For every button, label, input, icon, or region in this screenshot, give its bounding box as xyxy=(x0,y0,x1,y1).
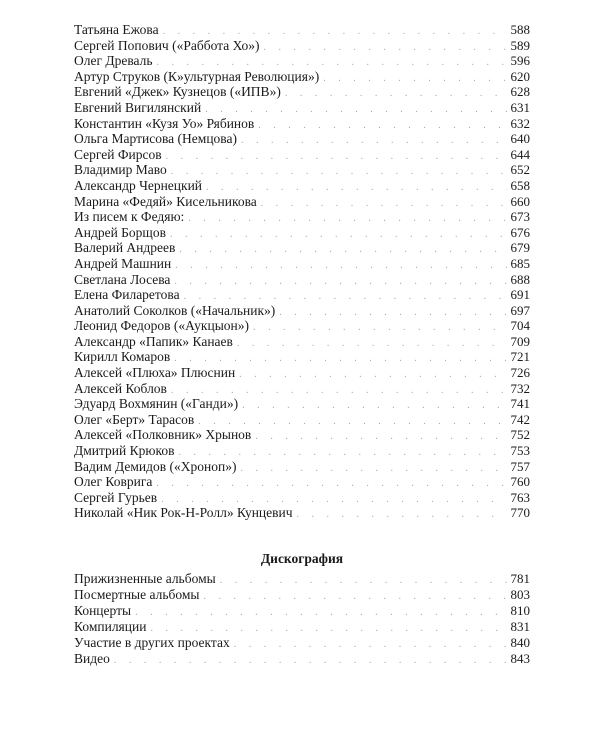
toc-entry xyxy=(74,178,530,194)
entry-title: Дмитрий Крюков xyxy=(74,443,175,459)
entry-page-number: 676 xyxy=(510,224,530,240)
entry-title: Артур Струков (К»ультурная Революция») xyxy=(74,68,320,84)
dot-leader xyxy=(179,242,506,258)
dot-leader xyxy=(188,211,506,227)
entry-title: Кирилл Комаров xyxy=(74,349,171,365)
entry-page-number: 620 xyxy=(510,68,530,84)
toc-entry xyxy=(74,459,530,475)
toc-entry xyxy=(74,69,530,85)
entry-title: Посмертные альбомы xyxy=(74,587,200,602)
toc-entry xyxy=(74,412,530,428)
toc-entry xyxy=(74,635,530,651)
dot-leader xyxy=(156,476,506,492)
entry-page-number: 660 xyxy=(510,193,530,209)
toc-entry xyxy=(74,619,530,635)
entry-title: Татьяна Ежова xyxy=(74,22,159,37)
entry-page-number: 831 xyxy=(510,619,530,634)
toc-entry xyxy=(74,131,530,147)
toc-entry xyxy=(74,100,530,116)
entry-page-number: 628 xyxy=(510,84,530,100)
dot-leader xyxy=(279,305,506,321)
dot-leader xyxy=(234,637,507,653)
dot-leader xyxy=(237,336,507,352)
toc-entry xyxy=(74,505,530,521)
toc-entry xyxy=(74,84,530,100)
toc-entry xyxy=(74,53,530,69)
entry-title: Прижизненные альбомы xyxy=(74,571,216,586)
section-heading-discography: Дискография xyxy=(260,551,344,566)
entry-page-number: 781 xyxy=(510,571,530,586)
entry-page-number: 760 xyxy=(510,474,530,490)
dot-leader xyxy=(285,86,507,102)
entry-title: Александр «Папик» Канаев xyxy=(74,333,233,349)
entry-page-number: 803 xyxy=(510,587,530,602)
entry-title: Николай «Ник Рок-Н-Ролл» Кунцевич xyxy=(74,505,293,521)
dot-leader xyxy=(175,258,506,274)
toc-entry xyxy=(74,427,530,443)
entry-title: Андрей Машнин xyxy=(74,255,172,271)
entry-title: Сергей Фирсов xyxy=(74,146,162,162)
entry-page-number: 753 xyxy=(510,443,530,459)
entry-title: Андрей Борщов xyxy=(74,224,166,240)
entry-page-number: 652 xyxy=(510,162,530,178)
entry-title: Участие в других проектах xyxy=(74,635,230,650)
entry-page-number: 631 xyxy=(510,99,530,115)
entry-title: Леонид Федоров («Аукцыон») xyxy=(74,318,249,334)
toc-entry xyxy=(74,571,530,587)
toc-entry xyxy=(74,349,530,365)
dot-leader xyxy=(258,118,506,134)
entry-page-number: 757 xyxy=(510,458,530,474)
entry-page-number: 721 xyxy=(510,349,530,365)
entry-page-number: 843 xyxy=(510,651,530,666)
entry-title: Елена Филаретова xyxy=(74,287,180,303)
entry-page-number: 752 xyxy=(510,427,530,443)
entry-page-number: 697 xyxy=(510,302,530,318)
entry-page-number: 596 xyxy=(510,53,530,69)
dot-leader xyxy=(135,605,506,621)
entry-title: Олег Древаль xyxy=(74,53,153,69)
entry-page-number: 673 xyxy=(510,209,530,225)
toc-entry xyxy=(74,256,530,272)
entry-page-number: 640 xyxy=(510,131,530,147)
toc-entry xyxy=(74,272,530,288)
dot-leader xyxy=(241,133,507,149)
toc-entry xyxy=(74,225,530,241)
entry-title: Константин «Кузя Уо» Рябинов xyxy=(74,115,255,131)
toc-entry xyxy=(74,587,530,603)
entry-page-number: 840 xyxy=(510,635,530,650)
entry-page-number: 658 xyxy=(510,177,530,193)
dot-leader xyxy=(255,429,506,445)
entry-title: Алексей «Полковник» Хрынов xyxy=(74,427,252,443)
toc-entry xyxy=(74,603,530,619)
entry-title: Александр Чернецкий xyxy=(74,177,203,193)
toc-entry xyxy=(74,474,530,490)
entry-title: Компиляции xyxy=(74,619,147,634)
toc-entry xyxy=(74,38,530,54)
discography-list xyxy=(74,571,530,667)
entry-title: Ольга Мартисова (Немцова) xyxy=(74,131,237,147)
entry-title: Валерий Андреев xyxy=(74,240,176,256)
entry-title: Евгений Вигилянский xyxy=(74,99,202,115)
toc-entry xyxy=(74,334,530,350)
toc-entry xyxy=(74,209,530,225)
dot-leader xyxy=(174,274,506,290)
dot-leader xyxy=(297,507,507,523)
toc-entry xyxy=(74,365,530,381)
entry-title: Алексей «Плюха» Плюснин xyxy=(74,365,236,381)
toc-entry xyxy=(74,22,530,38)
entry-title: Марина «Федяй» Кисельникова xyxy=(74,193,257,209)
toc-entry xyxy=(74,443,530,459)
entry-page-number: 685 xyxy=(510,255,530,271)
entry-title: Сергей Гурьев xyxy=(74,489,158,505)
entry-page-number: 691 xyxy=(510,287,530,303)
entry-page-number: 704 xyxy=(510,318,530,334)
dot-leader xyxy=(220,573,507,589)
toc-entry xyxy=(74,162,530,178)
entry-page-number: 770 xyxy=(510,505,530,521)
dot-leader xyxy=(170,227,507,243)
entry-page-number: 632 xyxy=(510,115,530,131)
toc-entry xyxy=(74,147,530,163)
entry-title: Из писем к Федяю: xyxy=(74,209,185,225)
entry-page-number: 679 xyxy=(510,240,530,256)
toc-entry xyxy=(74,303,530,319)
entry-title: Владимир Маво xyxy=(74,162,167,178)
dot-leader xyxy=(203,589,506,605)
entry-page-number: 741 xyxy=(510,396,530,412)
dot-leader xyxy=(323,71,506,87)
dot-leader xyxy=(171,164,507,180)
entry-page-number: 644 xyxy=(510,146,530,162)
toc-entry xyxy=(74,116,530,132)
toc-entry xyxy=(74,490,530,506)
entry-page-number: 709 xyxy=(510,333,530,349)
toc-entry xyxy=(74,240,530,256)
entry-page-number: 763 xyxy=(510,489,530,505)
toc-entry xyxy=(74,287,530,303)
entry-page-number: 688 xyxy=(510,271,530,287)
entry-title: Олег «Берт» Тарасов xyxy=(74,411,195,427)
dot-leader xyxy=(261,196,507,212)
entry-title: Евгений «Джек» Кузнецов («ИПВ») xyxy=(74,84,281,100)
dot-leader xyxy=(263,40,506,56)
entry-title: Эдуард Вохмянин («Ганди») xyxy=(74,396,239,412)
dot-leader xyxy=(166,149,507,165)
entry-page-number: 589 xyxy=(510,37,530,53)
entry-title: Олег Коврига xyxy=(74,474,153,490)
entry-page-number: 588 xyxy=(510,22,530,37)
toc-entry xyxy=(74,194,530,210)
dot-leader xyxy=(253,320,507,336)
toc-entry xyxy=(74,396,530,412)
entry-title: Алексей Коблов xyxy=(74,380,167,396)
toc-entry xyxy=(74,318,530,334)
toc-entry xyxy=(74,381,530,397)
entry-title: Концерты xyxy=(74,603,132,618)
toc-entry xyxy=(74,651,530,667)
entry-title: Сергей Попович («Раббота Хо») xyxy=(74,37,260,53)
dot-leader xyxy=(114,653,507,669)
entry-page-number: 726 xyxy=(510,365,530,381)
entry-page-number: 732 xyxy=(510,380,530,396)
entry-page-number: 810 xyxy=(510,603,530,618)
contents-list xyxy=(74,22,530,521)
dot-leader xyxy=(239,367,506,383)
dot-leader xyxy=(242,398,506,414)
entry-title: Вадим Демидов («Хроноп») xyxy=(74,458,237,474)
entry-title: Светлана Лосева xyxy=(74,271,171,287)
entry-title: Анатолий Соколков («Начальник») xyxy=(74,302,276,318)
dot-leader xyxy=(240,461,506,477)
entry-title: Видео xyxy=(74,651,110,666)
entry-page-number: 742 xyxy=(510,411,530,427)
